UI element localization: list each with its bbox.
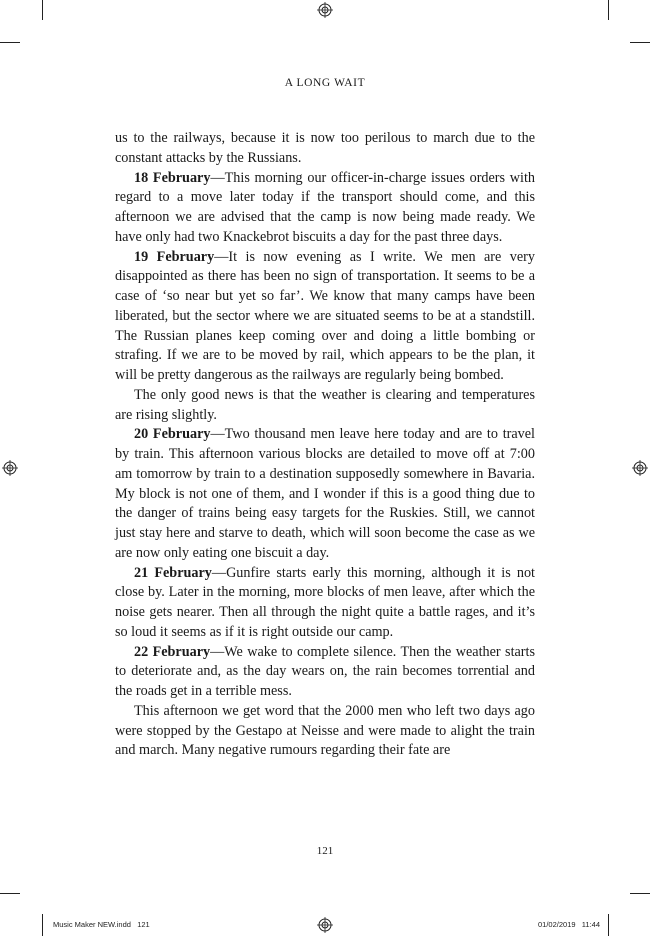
crop-mark [0, 893, 20, 894]
slug-file-info: Music Maker NEW.indd 121 [53, 920, 150, 929]
diary-entry [115, 425, 535, 563]
crop-mark [42, 0, 43, 20]
entry-date: 18 February [134, 169, 211, 186]
paragraph-text: The only good news is that the weather is clearing and temperatures are rising slightly. [115, 386, 535, 423]
paragraph-text: This afternoon we get word that the 2000 men who left two days ago were stopped by the Gestapo at Neisse and were made to alight the train and march. Many negative rumours regarding their fate are [115, 702, 535, 759]
paragraph-text: —We wake to complete silence. Then the weather starts to deteriorate and, as the day wears on, the rain becomes torrential and the roads get in a terrible mess. [115, 643, 535, 699]
crop-mark [0, 42, 20, 43]
page-number: 121 [316, 845, 334, 857]
entry-date: 22 February [134, 643, 211, 660]
running-header: A LONG WAIT [284, 77, 366, 89]
crop-mark [630, 42, 650, 43]
paragraph-text: —It is now evening as I write. We men are very disappointed as there has been no sign of transportation. It seems to be a case of ‘so near but yet so far’. We know that many camps have been liberated, but the sector where we are situated seems to be at a standstill. The Russian planes keep coming over and doing a little bombing or strafing. If we are to be moved by rail, which appears to be the plan, it will be pretty dangerous as the railways are regularly being bombed. [115, 248, 535, 383]
paragraph [115, 702, 535, 761]
slug-timestamp: 01/02/2019 11:44 [538, 920, 600, 929]
registration-mark-icon [317, 917, 333, 933]
diary-entry [115, 643, 535, 702]
paragraph [115, 129, 535, 169]
registration-mark-icon [2, 460, 18, 476]
paragraph-text: —This morning our officer-in-charge issues orders with regard to a move later today if the transport should come, and this afternoon we are advised that the camp is now being made ready. We have only had two Knackebrot biscuits a day for the past three days. [115, 169, 535, 245]
crop-mark [608, 0, 609, 20]
diary-entry [115, 169, 535, 248]
paragraph-text: us to the railways, because it is now too perilous to march due to the constant attacks by the Russians. [115, 130, 535, 166]
entry-date: 21 February [134, 564, 212, 581]
registration-mark-icon [317, 2, 333, 18]
body-text [115, 129, 535, 761]
entry-date: 19 February [134, 248, 215, 265]
entry-date: 20 February [134, 426, 211, 443]
crop-mark [42, 914, 43, 936]
crop-mark [630, 893, 650, 894]
paragraph-text: —Two thousand men leave here today and are to travel by train. This afternoon various blocks are detailed to move off at 7:00 am tomorrow by train to a destination supposedly somewhere in Bavaria. My block is not one of them, and I wonder if this is a good thing due to the danger of trains being easy targets for the Ruskies. Still, we cannot just stay here and starve to death, which will soon become the case as we are now only eating one biscuit a day. [115, 426, 535, 561]
paragraph-text: —Gunfire starts early this morning, although it is not close by. Later in the morning, more blocks of men leave, after which the noise gets nearer. Then all through the night quite a battle rages, and it’s so loud it seems as if it is right outside our camp. [115, 564, 535, 640]
diary-entry [115, 248, 535, 386]
registration-mark-icon [632, 460, 648, 476]
crop-mark [608, 914, 609, 936]
paragraph [115, 386, 535, 426]
diary-entry [115, 564, 535, 643]
